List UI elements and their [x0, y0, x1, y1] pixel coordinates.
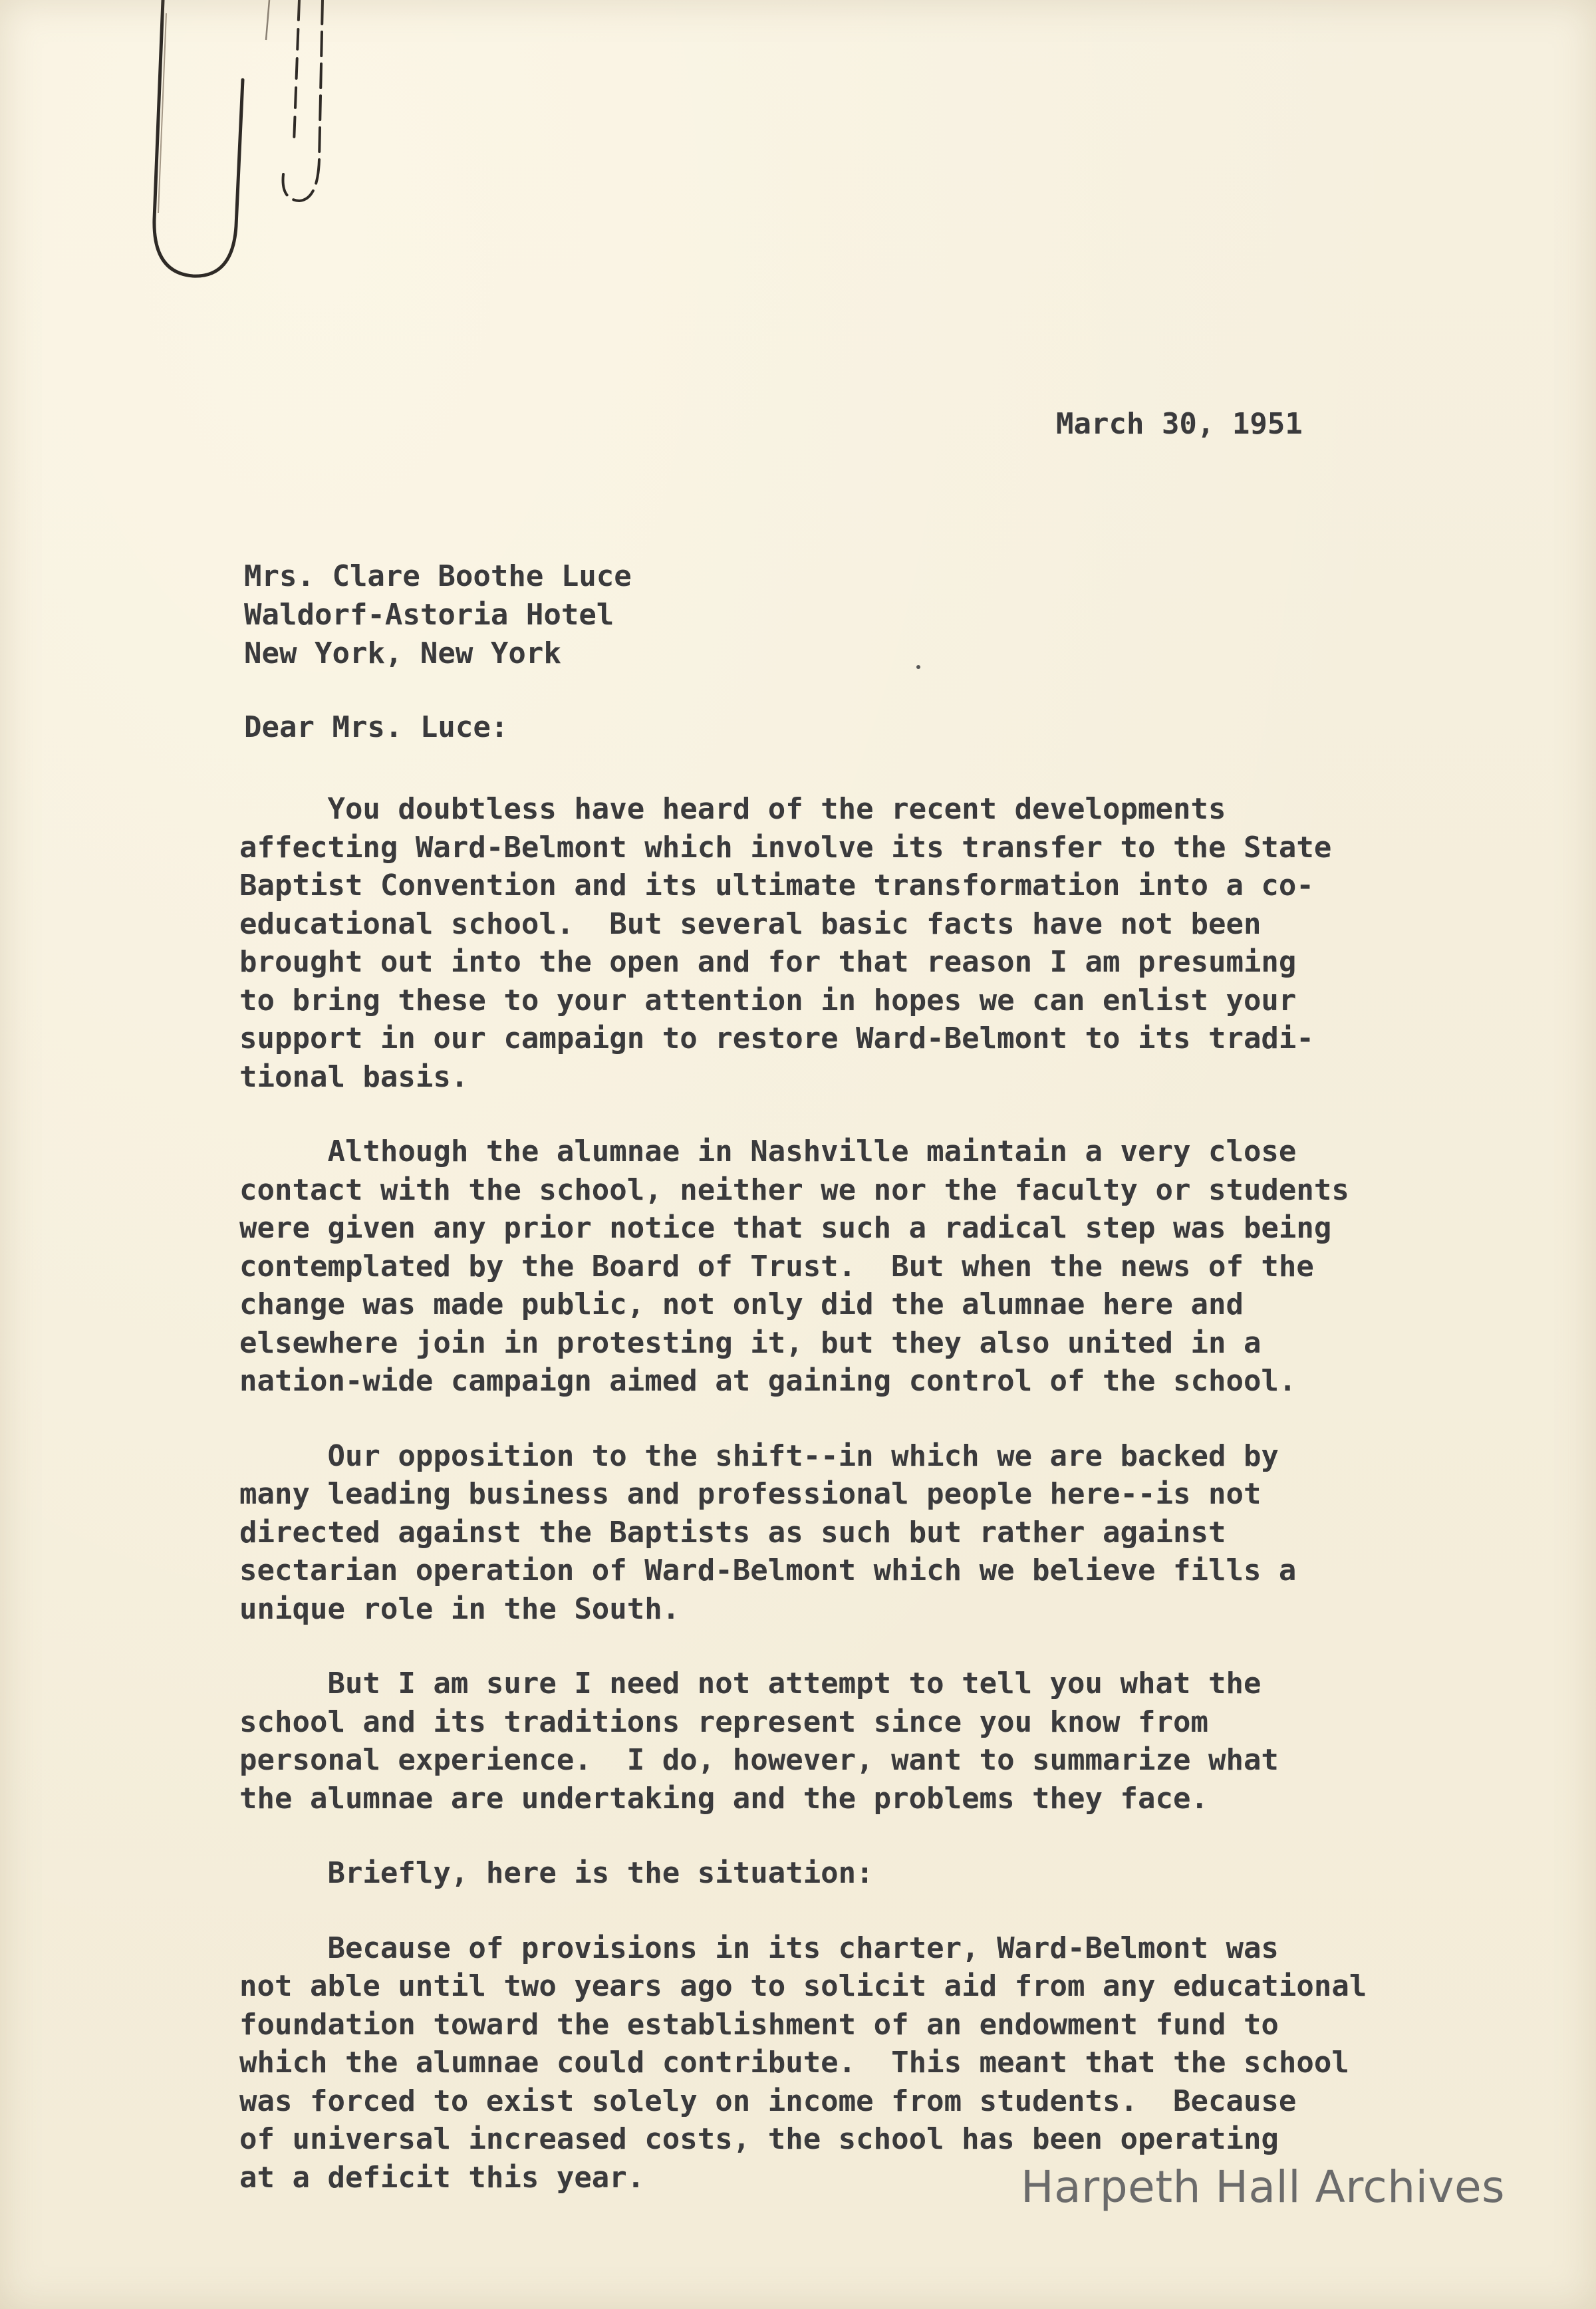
- text-line: were given any prior notice that such a radical step was being: [239, 1211, 1332, 1245]
- text-line: support in our campaign to restore Ward-Belmont to its tradi-: [239, 1021, 1314, 1055]
- text-line: You doubtless have heard of the recent developments: [239, 792, 1226, 826]
- text-line: foundation toward the establishment of an endowment fund to: [239, 2007, 1279, 2042]
- paragraph: [239, 790, 1450, 1096]
- text-line: of universal increased costs, the school has been operating: [239, 2122, 1279, 2156]
- text-line: many leading business and professional people here--is not: [239, 1477, 1262, 1511]
- text-line: not able until two years ago to solicit aid from any educational: [239, 1969, 1367, 2003]
- text-line: Because of provisions in its charter, Ward-Belmont was: [239, 1931, 1279, 1965]
- archive-watermark: Harpeth Hall Archives: [1021, 2161, 1505, 2213]
- text-line: the alumnae are undertaking and the problems they face.: [239, 1781, 1208, 1816]
- paragraph: [239, 1437, 1450, 1629]
- text-line: sectarian operation of Ward-Belmont which we believe fills a: [239, 1554, 1297, 1587]
- paragraph: [239, 1854, 1450, 1893]
- text-line: elsewhere join in protesting it, but they also united in a: [239, 1325, 1262, 1360]
- text-line: unique role in the South.: [239, 1591, 680, 1626]
- text-line: But I am sure I need not attempt to tell you what the: [239, 1667, 1262, 1700]
- address-line: Waldorf-Astoria Hotel: [244, 598, 614, 632]
- text-line: to bring these to your attention in hopes we can enlist your: [239, 983, 1297, 1018]
- text-line: Briefly, here is the situation:: [239, 1856, 874, 1890]
- text-line: was forced to exist solely on income from students. Because: [239, 2084, 1297, 2118]
- recipient-address: [244, 557, 632, 673]
- letter-date: March 30, 1951: [1056, 407, 1303, 441]
- salutation: Dear Mrs. Luce:: [244, 710, 509, 744]
- text-line: at a deficit this year.: [239, 2160, 645, 2195]
- ink-speck: [916, 665, 920, 669]
- text-line: personal experience. I do, however, want to summarize what: [239, 1743, 1279, 1777]
- text-line: brought out into the open and for that reason I am presuming: [239, 945, 1297, 979]
- text-line: contact with the school, neither we nor the faculty or students: [239, 1172, 1349, 1207]
- address-line: New York, New York: [244, 636, 561, 670]
- text-line: which the alumnae could contribute. This meant that the school: [239, 2046, 1349, 2080]
- text-line: Although the alumnae in Nashville maintain a very close: [239, 1135, 1297, 1168]
- paragraph: [239, 1665, 1450, 1818]
- address-line: Mrs. Clare Boothe Luce: [244, 559, 632, 593]
- paragraph: [239, 1133, 1450, 1401]
- paperclip-icon: [100, 0, 352, 293]
- letter-body: [239, 790, 1450, 2233]
- text-line: change was made public, not only did the alumnae here and: [239, 1288, 1244, 1321]
- text-line: tional basis.: [239, 1059, 469, 1094]
- text-line: school and its traditions represent since you know from: [239, 1704, 1208, 1739]
- text-line: Our opposition to the shift--in which we are backed by: [239, 1438, 1279, 1473]
- text-line: affecting Ward-Belmont which involve its transfer to the State: [239, 830, 1332, 865]
- text-line: nation-wide campaign aimed at gaining control of the school.: [239, 1364, 1297, 1398]
- text-line: contemplated by the Board of Trust. But when the news of the: [239, 1249, 1314, 1284]
- text-line: educational school. But several basic facts have not been: [239, 906, 1262, 941]
- text-line: Baptist Convention and its ultimate transformation into a co-: [239, 869, 1314, 902]
- text-line: directed against the Baptists as such but rather against: [239, 1515, 1226, 1550]
- paragraph: [239, 1929, 1450, 2197]
